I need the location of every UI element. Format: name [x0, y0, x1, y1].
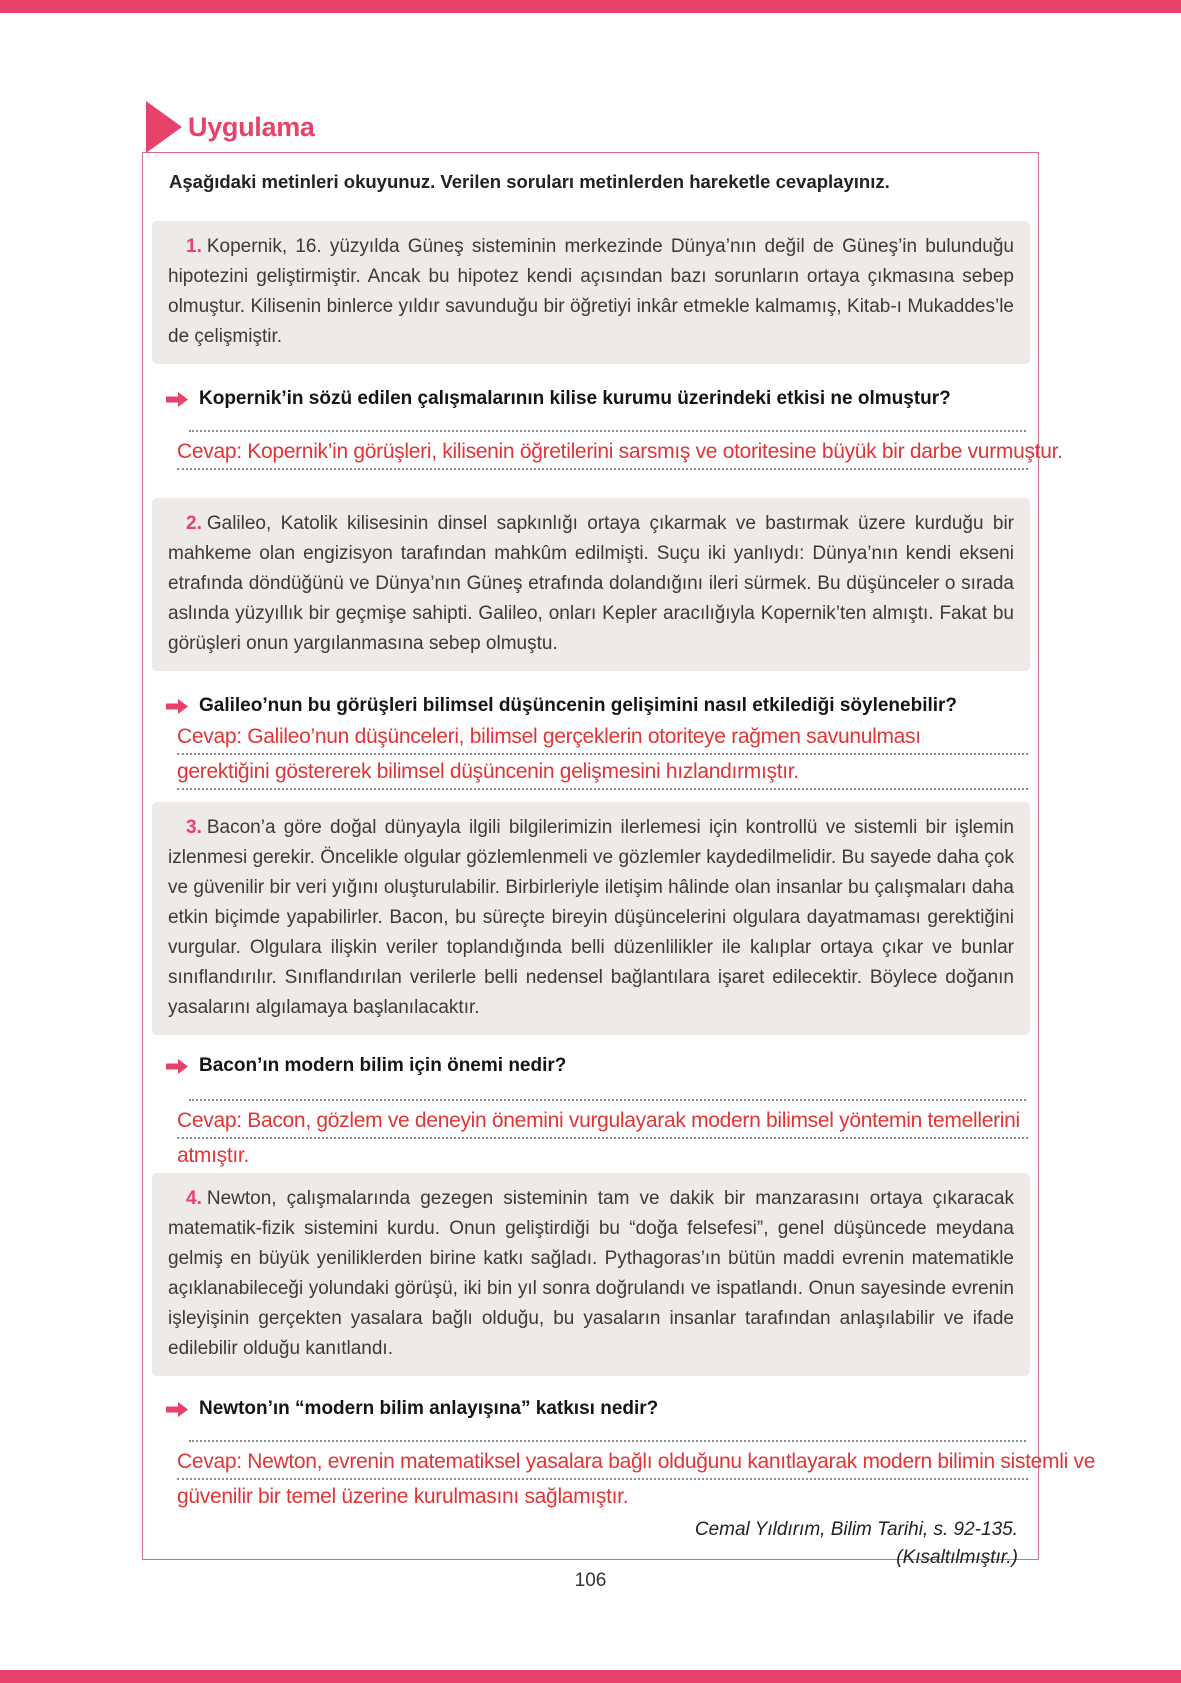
question-1-text: Kopernik’in sözü edilen çalışmalarının kilise kurumu üzerindeki etkisi ne olmuştur? — [199, 388, 951, 409]
top-accent-bar — [0, 0, 1181, 13]
answer-4-line-1: Cevap: Newton, evrenin matematiksel yasalara bağlı olduğunu kanıtlayarak modern bilimin sistemli ve — [177, 1447, 1028, 1480]
passage-4 — [152, 1173, 1030, 1376]
citation — [143, 1516, 1018, 1572]
answer-3-line-2: atmıştır. — [177, 1144, 249, 1167]
answer-blank-line — [189, 1099, 1026, 1101]
passage-4-number: 4. — [186, 1188, 202, 1209]
arrow-icon — [165, 698, 189, 715]
passage-2-text: Galileo, Katolik kilisesinin dinsel sapkınlığı ortaya çıkarmak ve bastırmak üzere kurduğu bir mahkeme olan engizisyon tarafından mahkûm edilmişti. Suçu iki yanlıydı: Dünya’nın kendi ekseni etrafında döndüğünü ve Dünya’nın Güneş etrafında dolandığını ileri sürmek. Bu düşünceler o sırada aslında yüzyıllık bir geçmişe sahipti. Galileo, onları Kepler aracılığıyla Kopernik’ten almıştı. Fakat bu görüşleri onun yargılanmasına sebep olmuştu. — [168, 513, 1014, 654]
passage-3-text: Bacon’a göre doğal dünyayla ilgili bilgilerimizin ilerlemesi için kontrollü ve sistemli bir işlemin izlenmesi gerekir. Öncelikle olgular gözlemlenmeli ve gözlemler kaydedilmelidir. Bu sayede daha çok ve güvenilir bir veri yığını oluşturulabilir. Birbirleriyle iletişim hâlinde olan insanlar bu çalışmaları daha etkin biçimde yapabilirler. Bacon, bu süreçte bireyin düşüncelerini olgulara dayatmaması gerektiğini vurgular. Olgulara ilişkin veriler toplandığında belli düzenlilikler ile kalıplar ortaya çıkar ve bunlar sınıflandırılır. Sınıflandırılan verilerle belli nedensel bağlantılara işaret edilecektir. Böylece doğanın yasalarını algılamaya başlanılacaktır. — [168, 817, 1014, 1018]
passage-4-text: Newton, çalışmalarında gezegen sisteminin tam ve dakik bir manzarasını ortaya çıkaracak matematik-fizik sistemini kurdu. Onun geliştirdiği bu “doğa felsefesi”, genel düşüncede meydana gelmiş en büyük yeniliklerden birine katkı sağladı. Pythagoras’ın bütün maddi evrenin matematikle açıklanabileceği yolundaki görüşü, iki bin yıl sonra doğrulandı ve ispatlandı. Onun sayesinde evrenin işleyişinin gerçekten yasalara bağlı olduğu, bu yasaların insanlar tarafından anlaşılabilir ve ifade edilebilir olduğu kanıtlandı. — [168, 1188, 1014, 1359]
passage-2 — [152, 498, 1030, 671]
question-1 — [165, 388, 1038, 410]
answer-1-line-1: Cevap: Kopernik’in görüşleri, kilisenin öğretilerini sarsmış ve otoritesine büyük bir darbe vurmuştur. — [177, 437, 1028, 470]
passage-3 — [152, 802, 1030, 1035]
bottom-accent-bar — [0, 1670, 1181, 1683]
triangle-icon — [146, 101, 182, 153]
question-4 — [165, 1398, 1038, 1420]
activity-header — [146, 101, 315, 153]
activity-title: Uygulama — [188, 111, 315, 142]
passage-1-number: 1. — [186, 236, 202, 257]
question-2-text: Galileo’nun bu görüşleri bilimsel düşüncenin gelişimini nasıl etkilediği söylenebilir? — [199, 695, 958, 716]
passage-2-number: 2. — [186, 513, 202, 534]
answer-2-line-2: gerektiğini göstererek bilimsel düşüncenin gelişmesini hızlandırmıştır. — [177, 757, 1028, 790]
passage-1 — [152, 221, 1030, 364]
answer-blank-line — [189, 430, 1026, 432]
passage-1-text: Kopernik, 16. yüzyılda Güneş sisteminin merkezinde Dünya’nın değil de Güneş’in bulunduğu hipotezini geliştirmiştir. Ancak bu hipotez kendi açısından bazı sorunların ortaya çıkmasına sebep olmuştur. Kilisenin binlerce yıldır savunduğu bir öğretiyi inkâr etmekle kalmamış, Kitab-ı Mukaddes’le de çelişmiştir. — [168, 236, 1014, 347]
arrow-icon — [165, 1401, 189, 1418]
arrow-icon — [165, 391, 189, 408]
page-number: 106 — [574, 1570, 607, 1591]
passage-3-number: 3. — [186, 817, 202, 838]
answer-4-line-2: güvenilir bir temel üzerine kurulmasını sağlamıştır. — [177, 1485, 629, 1508]
citation-note: (Kısaltılmıştır.) — [896, 1547, 1018, 1568]
activity-frame — [142, 152, 1096, 1568]
question-2 — [165, 695, 1038, 717]
citation-source: Cemal Yıldırım, Bilim Tarihi, s. 92-135. — [694, 1519, 1018, 1540]
answer-3-line-1: Cevap: Bacon, gözlem ve deneyin önemini vurgulayarak modern bilimsel yöntemin temellerini — [177, 1106, 1028, 1139]
question-4-text: Newton’ın “modern bilim anlayışına” katkısı nedir? — [199, 1398, 659, 1419]
instruction-text: Aşağıdaki metinleri okuyunuz. Verilen soruları metinlerden hareketle cevaplayınız. — [169, 171, 890, 192]
question-3-text: Bacon’ın modern bilim için önemi nedir? — [199, 1055, 567, 1076]
arrow-icon — [165, 1058, 189, 1075]
answer-blank-line — [189, 1440, 1026, 1442]
question-3 — [165, 1055, 1038, 1077]
answer-2-line-1: Cevap: Galileo’nun düşünceleri, bilimsel gerçeklerin otoriteye rağmen savunulması — [177, 722, 1028, 755]
